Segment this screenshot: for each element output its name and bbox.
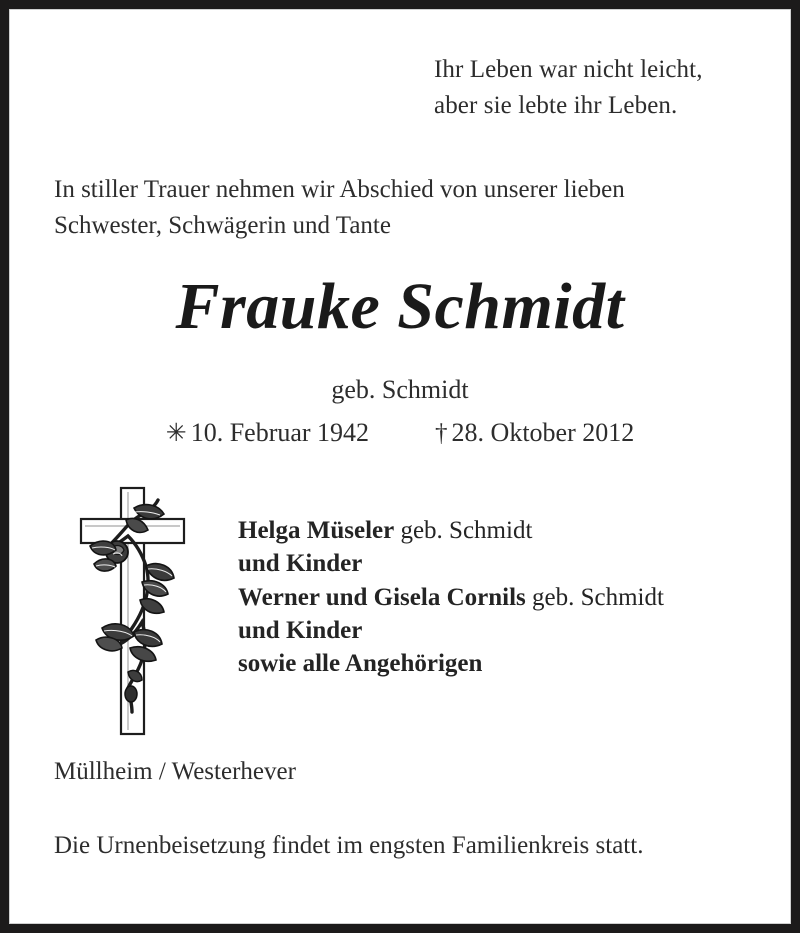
memorial-quote-line-2: aber sie lebte ihr Leben. <box>434 91 678 119</box>
survivor-name: Werner und Gisela Cornils <box>238 583 526 611</box>
death-date: 28. Oktober 2012 <box>451 418 635 447</box>
survivor-suffix: geb. Schmidt <box>400 517 533 544</box>
memorial-quote <box>434 52 784 123</box>
survivor-item <box>238 614 778 647</box>
mourning-intro-line-2: Schwester, Schwägerin und Tante <box>54 212 391 240</box>
survivor-name: sowie alle Angehörigen <box>238 650 483 677</box>
death-date-group <box>435 418 634 447</box>
survivor-suffix: geb. Schmidt <box>532 583 664 611</box>
survivor-item <box>238 581 778 614</box>
survivor-name: Helga Müseler <box>238 517 395 544</box>
deceased-name: Frauke Schmidt <box>175 270 625 343</box>
survivor-name: und Kinder <box>238 616 363 644</box>
mourning-intro-text <box>54 172 768 245</box>
deceased-maiden-name: geb. Schmidt <box>331 375 469 404</box>
birth-star-icon: ✳ <box>165 420 187 447</box>
birth-date: 10. Februar 1942 <box>190 418 370 447</box>
memorial-quote-line-1: Ihr Leben war nicht leicht, <box>434 56 703 83</box>
cross-with-rose-vine-icon <box>72 482 198 740</box>
mourning-intro-line-1: In stiller Trauer nehmen wir Abschied von unserer lieben <box>54 176 625 203</box>
survivor-name: und Kinder <box>238 550 363 578</box>
survivors-list <box>238 514 778 680</box>
survivor-item <box>238 647 778 680</box>
place-line: Müllheim / Westerhever <box>54 758 296 785</box>
funeral-details-text: Die Urnenbeisetzung findet im engsten Familienkreis statt. <box>54 832 644 859</box>
death-cross-icon: † <box>435 420 448 447</box>
survivor-item <box>238 547 778 580</box>
birth-date-group <box>166 418 369 447</box>
life-dates <box>10 418 790 448</box>
survivor-item <box>238 514 778 547</box>
obituary-card <box>9 9 791 924</box>
